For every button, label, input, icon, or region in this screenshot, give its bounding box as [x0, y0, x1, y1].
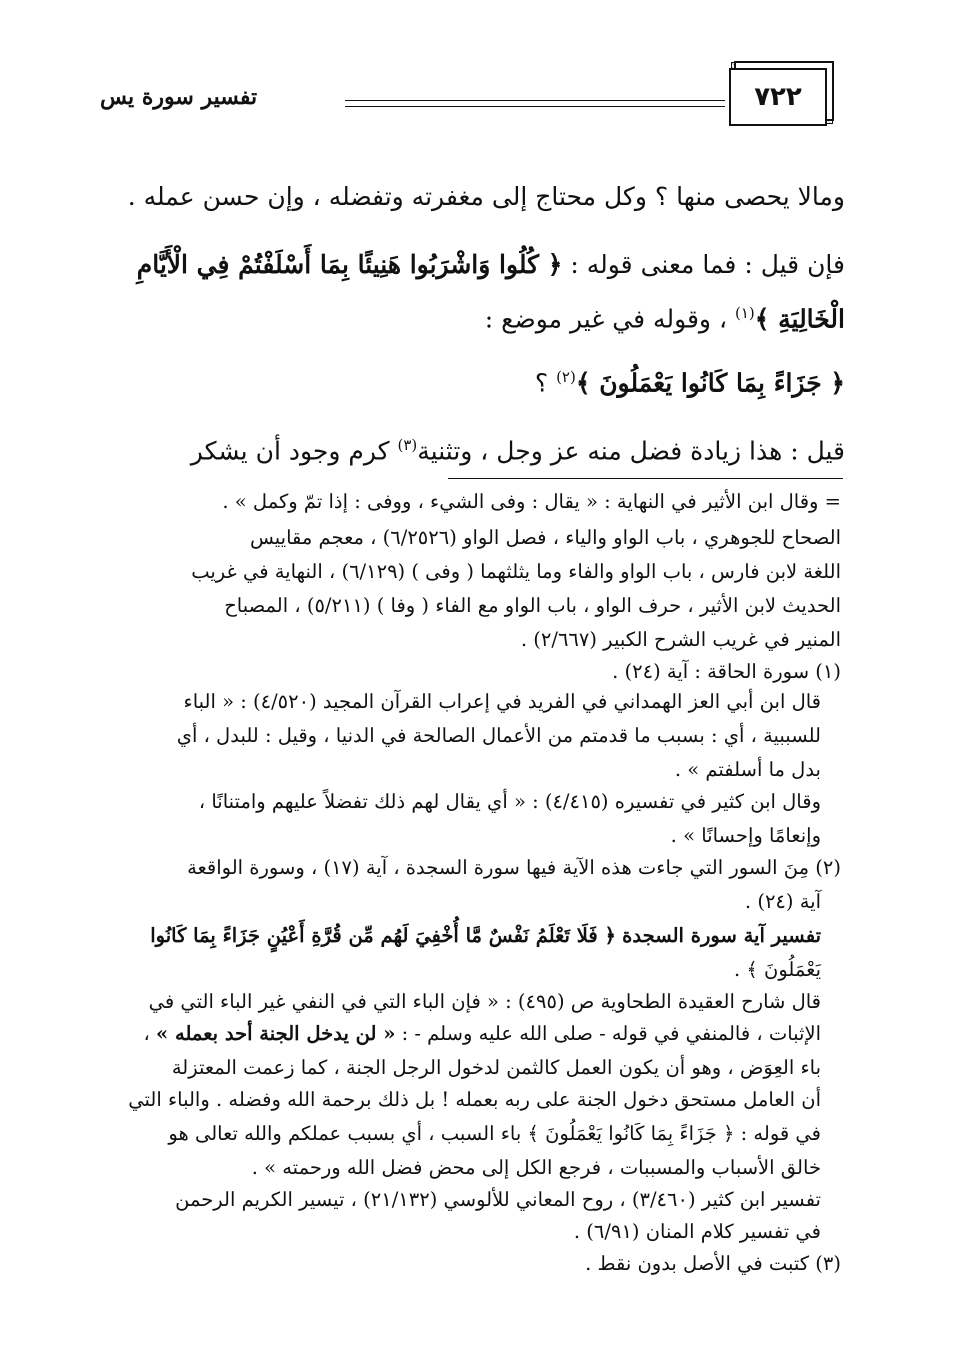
- footnote-line: في تفسير كلام المنان (٦/٩١) .: [573, 1220, 821, 1243]
- footnote-ref: (٢): [556, 368, 576, 386]
- page-header: [90, 62, 835, 132]
- footnote-line: تفسير ابن كثير (٣/٤٦٠) ، روح المعاني للألوسي (٢١/١٣٢) ، تيسير الكريم الرحمن: [175, 1188, 821, 1211]
- footnote-line: آية (٢٤) .: [744, 890, 821, 913]
- footnote-line: بدل ما أسلفتم » .: [674, 758, 821, 781]
- hadith-quote: « لن يدخل الجنة أحد بعمله »: [156, 1022, 396, 1045]
- footnote-text: ،: [143, 1022, 150, 1045]
- header-double-rule: [345, 100, 725, 107]
- body-text: قيل : هذا زيادة فضل منه عز وجل ، وتثنية: [417, 436, 845, 466]
- footnote-line: وإنعامًا وإحسانًا » .: [670, 824, 821, 847]
- footnote-line: [96, 1024, 821, 1044]
- body-text: كرم وجود أن يشكر: [190, 436, 390, 466]
- footnote-line: في قوله : ﴿ جَزَاءً بِمَا كَانُوا يَعْمَلُونَ ﴾ باء السبب ، أي بسبب عملكم والله تعالى هو: [168, 1122, 821, 1145]
- body-text: فإن قيل : فما معنى قوله :: [570, 250, 845, 279]
- footnote-separator: [448, 478, 843, 479]
- footnote-line: المنير في غريب الشرح الكبير (٢/٦٦٧) .: [520, 628, 841, 651]
- footnote-2: (٢) مِنَ السور التي جاءت هذه الآية فيها سورة السجدة ، آية (١٧) ، وسورة الواقعة: [187, 856, 841, 879]
- footnote-1: (١) سورة الحاقة : آية (٢٤) .: [612, 660, 841, 683]
- quran-verse: ﴿ فَلَا تَعْلَمُ نَفْسٌ مَّا أُخْفِيَ لَهُم مِّن قُرَّةِ أَعْيُنٍ جَزَاءً بِمَا كَانُوا: [150, 924, 616, 947]
- body-text: ، وقوله في غير موضع :: [484, 304, 728, 334]
- body-line-4: [100, 368, 845, 397]
- quran-verse: ﴿ كُلُوا وَاشْرَبُوا هَنِيئًا بِمَا أَسْلَفْتُمْ فِي الْأَيَّامِ: [136, 250, 563, 279]
- quran-verse: ﴿ جَزَاءً بِمَا كَانُوا يَعْمَلُونَ ﴾: [575, 368, 845, 398]
- footnote-line: [96, 926, 821, 946]
- footnote-line: خالق الأسباب والمسببات ، فرجع الكل إلى محض فضل الله ورحمته » .: [251, 1156, 821, 1179]
- footnote-line: للسببية ، أي : بسبب ما قدمتم من الأعمال الصالحة في الدنيا ، وقيل : للبدل ، أي: [176, 724, 821, 747]
- footnote-ref: (١): [734, 304, 755, 322]
- footnote-ref: (٣): [397, 436, 418, 454]
- body-line-3: [100, 304, 845, 333]
- footnote-line: قال شارح العقيدة الطحاوية ص (٤٩٥) : « فإن الباء التي في النفي غير الباء التي في: [148, 990, 821, 1013]
- body-line-5: [100, 436, 845, 465]
- footnote-line: اللغة لابن فارس ، باب الواو والفاء وما يثلثهما ( وفى ) (٦/١٢٩) ، النهاية في غريب: [191, 560, 841, 583]
- footnote-line: أن العامل مستحق دخول الجنة على ربه بعمله ! بل ذلك برحمة الله وفضله . والباء التي: [128, 1088, 821, 1111]
- footnote-3: (٣) كتبت في الأصل بدون نقط .: [585, 1252, 841, 1275]
- footnote-line: الحديث لابن الأثير ، حرف الواو ، باب الواو مع الفاء ( وفا ) (٥/٢١١) ، المصباح: [224, 594, 841, 617]
- bold-heading: تفسير آية سورة السجدة: [622, 924, 821, 947]
- body-line-1: [100, 182, 845, 211]
- quran-verse: الْخَالِيَةِ ﴾: [754, 304, 845, 334]
- running-title: تفسير سورة يس: [100, 84, 258, 110]
- footnote-text: الإثبات ، فالمنفي في قوله - صلى الله عليه وسلم - :: [401, 1022, 821, 1045]
- footnote-line: يَعْمَلُونَ ﴾ .: [734, 958, 821, 981]
- footnote-line: باء العِوَض ، وهو أن يكون العمل كالثمن لدخول الرجل الجنة ، كما زعمت المعتزلة: [171, 1056, 821, 1079]
- body-text: ومالا يحصى منها ؟ وكل محتاج إلى مغفرته وتفضله ، وإن حسن عمله .: [127, 182, 845, 211]
- footnote-line: = وقال ابن الأثير في النهاية : « يقال : وفى الشيء ، ووفى : إذا تمّ وكمل » .: [222, 490, 841, 513]
- body-line-2: [100, 250, 845, 279]
- footnote-line: قال ابن أبي العز الهمداني في الفريد في إعراب القرآن المجيد (٤/٥٢٠) : « الباء: [183, 690, 821, 713]
- body-text: ؟: [534, 368, 549, 398]
- page-number: ٧٢٢: [729, 68, 827, 126]
- footnote-line: الصحاح للجوهري ، باب الواو والياء ، فصل الواو (٦/٢٥٢٦) ، معجم مقاييس: [249, 526, 841, 549]
- footnote-line: وقال ابن كثير في تفسيره (٤/٤١٥) : « أي يقال لهم ذلك تفضلاً عليهم وامتنانًا ،: [198, 790, 821, 813]
